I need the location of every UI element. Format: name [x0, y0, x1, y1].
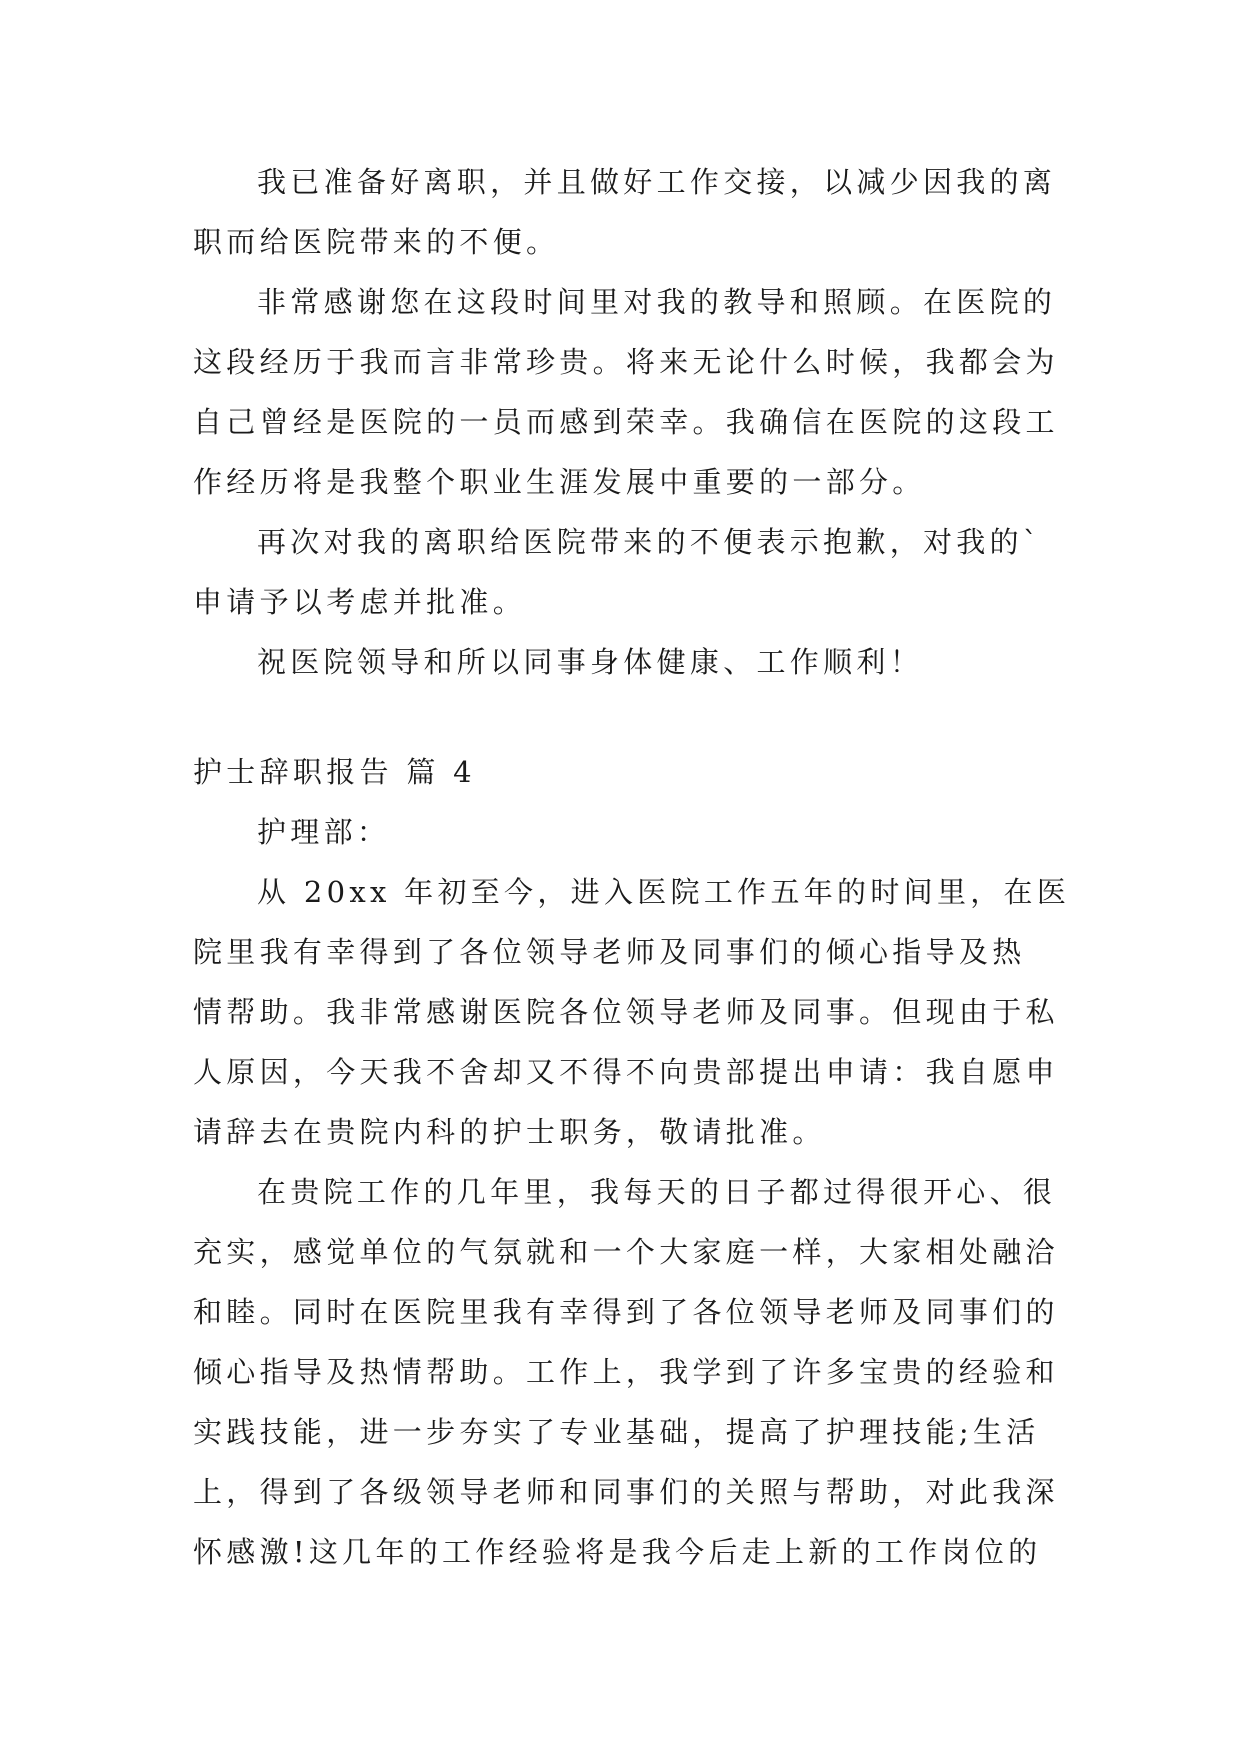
paragraph-line: 人原因，今天我不舍却又不得不向贵部提出申请：我自愿申 [193, 1055, 1059, 1089]
paragraph-line: 我已准备好离职，并且做好工作交接，以减少因我的离 [257, 165, 1057, 199]
paragraph-line: 再次对我的离职给医院带来的不便表示抱歉，对我的` [257, 525, 1042, 559]
paragraph-line: 从 20xx 年初至今，进入医院工作五年的时间里，在医 [257, 875, 1071, 909]
paragraph-line: 自己曾经是医院的一员而感到荣幸。我确信在医院的这段工 [193, 405, 1059, 439]
paragraph-line: 在贵院工作的几年里，我每天的日子都过得很开心、很 [257, 1175, 1057, 1209]
paragraph-line: 上，得到了各级领导老师和同事们的关照与帮助，对此我深 [193, 1475, 1059, 1509]
closing-wish: 祝医院领导和所以同事身体健康、工作顺利！ [257, 645, 924, 679]
paragraph-line: 院里我有幸得到了各位领导老师及同事们的倾心指导及热 [193, 935, 1026, 969]
paragraph-line: 充实，感觉单位的气氛就和一个大家庭一样，大家相处融洽 [193, 1235, 1059, 1269]
paragraph-line: 倾心指导及热情帮助。工作上，我学到了许多宝贵的经验和 [193, 1355, 1059, 1389]
paragraph-line: 职而给医院带来的不便。 [193, 225, 560, 259]
section-heading: 护士辞职报告 篇 4 [193, 755, 476, 789]
paragraph-line: 怀感激!这几年的工作经验将是我今后走上新的工作岗位的 [193, 1535, 1042, 1569]
paragraph-line: 非常感谢您在这段时间里对我的教导和照顾。在医院的 [257, 285, 1057, 319]
paragraph-line: 情帮助。我非常感谢医院各位领导老师及同事。但现由于私 [193, 995, 1059, 1029]
paragraph-line: 请辞去在贵院内科的护士职务，敬请批准。 [193, 1115, 826, 1149]
salutation: 护理部： [257, 815, 391, 849]
paragraph-line: 申请予以考虑并批准。 [193, 585, 527, 619]
paragraph-line: 和睦。同时在医院里我有幸得到了各位领导老师及同事们的 [193, 1295, 1059, 1329]
paragraph-line: 这段经历于我而言非常珍贵。将来无论什么时候，我都会为 [193, 345, 1059, 379]
paragraph-line: 实践技能，进一步夯实了专业基础，提高了护理技能;生活 [193, 1415, 1040, 1449]
paragraph-line: 作经历将是我整个职业生涯发展中重要的一部分。 [193, 465, 926, 499]
